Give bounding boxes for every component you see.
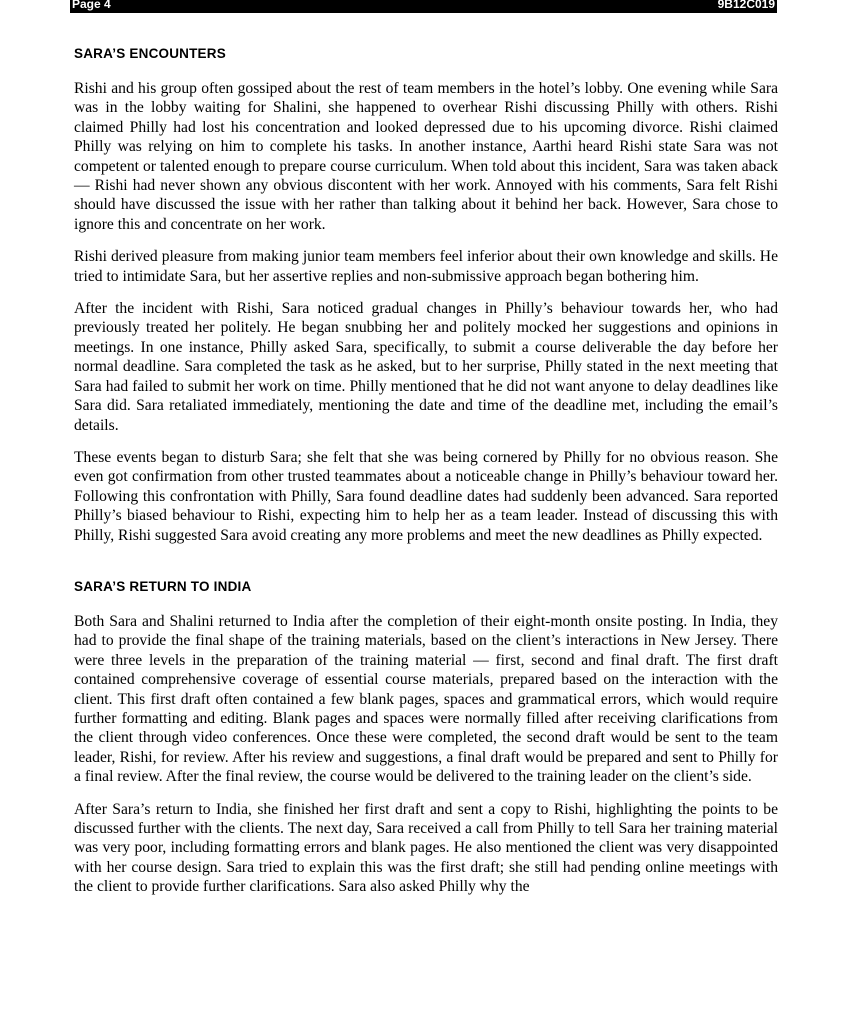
paragraph: Rishi and his group often gossiped about the rest of team members in the hotel’s lobby. One evening while Sara was in the lobby waiting for Shalini, she happened to overhear Rishi discussing Philly with others. Rishi claimed Philly had lost his concentration and looked depressed due to his upcoming divorce. Rishi claimed Philly was relying on him to complete his tasks. In another instance, Aarthi heard Rishi state Sara was not competent or talented enough to prepare course curriculum. When told about this incident, Sara was taken aback — Rishi had never shown any obvious discontent with her work. Annoyed with his comments, Sara felt Rishi should have discussed the issue with her rather than talking about it behind her back. However, Sara chose to ignore this and concentrate on her work. — [74, 80, 778, 233]
paragraph: Both Sara and Shalini returned to India after the completion of their eight-month onsite posting. In India, they had to provide the final shape of the training materials, based on the client’s interactions in New Jersey. There were three levels in the preparation of the training material — first, second and final draft. The first draft contained comprehensive coverage of essential course materials, prepared based on the interaction with the client. This first draft often contained a few blank pages, spaces and grammatical errors, which would require further formatting and editing. Blank pages and spaces were normally filled after receiving clarifications from the client through video conferences. Once these were completed, the second draft would be sent to the team leader, Rishi, for review. After his review and suggestions, a final draft would be prepared and sent to Philly for a final review. After the final review, the course would be delivered to the training leader on the client’s side. — [74, 612, 778, 786]
paragraph: After Sara’s return to India, she finished her first draft and sent a copy to Rishi, highlighting the points to be discussed further with the clients. The next day, Sara received a call from Philly to tell Sara her training material was very poor, including formatting errors and blank pages. He also mentioned the client was very disappointed with her course design. Sara tried to explain this was the first draft; she still had pending online meetings with the client to provide further clarifications. Sara also asked Philly why the — [74, 800, 778, 896]
section-heading-saras-encounters: SARA’S ENCOUNTERS — [74, 46, 226, 61]
paragraph: After the incident with Rishi, Sara noticed gradual changes in Philly’s behaviour towards her, who had previously treated her politely. He began snubbing her and politely mocked her suggestions and opinions in meetings. In one instance, Philly asked Sara, specifically, to submit a course deliverable the day before her normal deadline. Sara completed the task as he asked, but to her surprise, Philly stated in the next meeting that Sara had failed to submit her work on time. Philly mentioned that he did not want anyone to delay deadlines like Sara did. Sara retaliated immediately, mentioning the date and time of the deadline met, including the email’s details. — [74, 300, 778, 434]
paragraph: Rishi derived pleasure from making junior team members feel inferior about their own knowledge and skills. He tried to intimidate Sara, but her assertive replies and non-submissive approach began bothering him. — [74, 248, 778, 285]
section-heading-saras-return-to-india: SARA’S RETURN TO INDIA — [74, 578, 252, 594]
document-body — [74, 13, 778, 897]
page-header-bar — [70, 0, 777, 13]
page-number: Page 4 — [72, 0, 111, 11]
paragraph: These events began to disturb Sara; she felt that she was being cornered by Philly for no obvious reason. She even got confirmation from other trusted teammates about a noticeable change in Philly’s behaviour toward her. Following this confrontation with Philly, Sara found deadline dates had suddenly been advanced. Sara reported Philly’s biased behaviour to Rishi, expecting him to help her as a team leader. Instead of discussing this with Philly, Rishi suggested Sara avoid creating any more problems and meet the new deadlines as Philly expected. — [74, 448, 778, 544]
document-code: 9B12C019 — [717, 0, 775, 11]
